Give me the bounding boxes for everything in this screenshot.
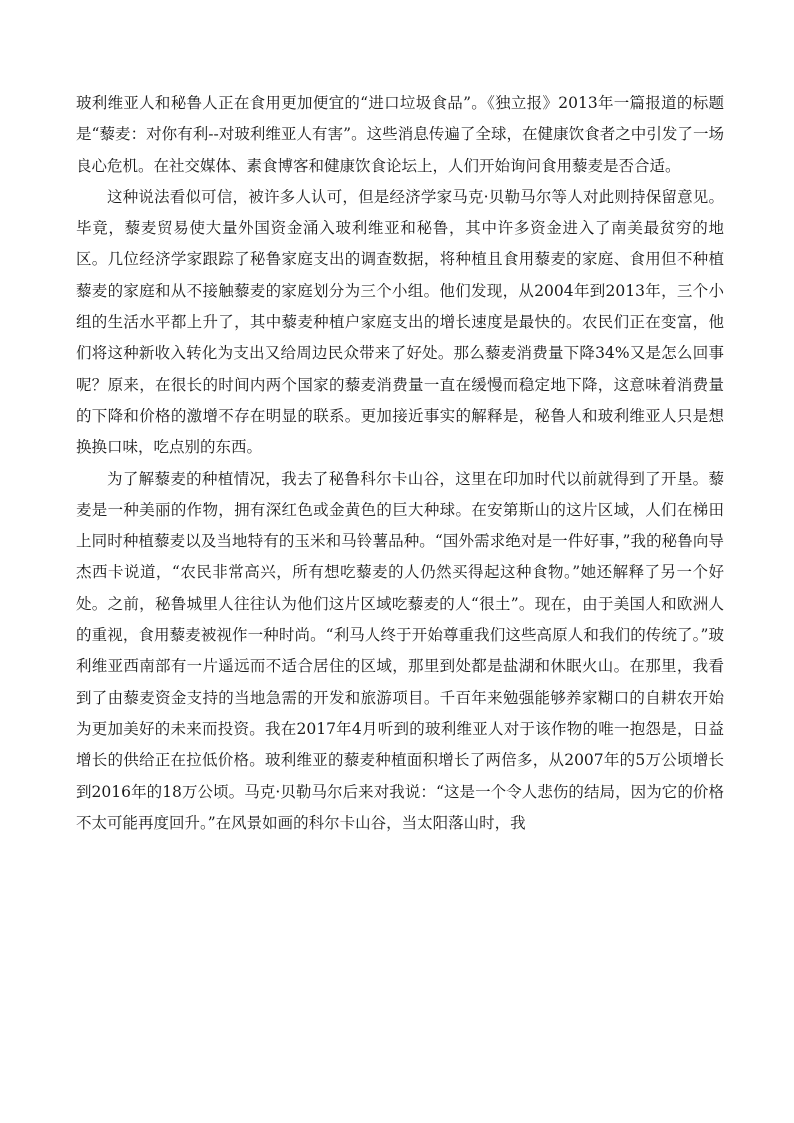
paragraph-1: 玻利维亚人和秘鲁人正在食用更加便宜的“进口垃圾食品”。《独立报》2013年一篇报道的标题是“藜麦：对你有利--对玻利维亚人有害”。这些消息传遍了全球，在健康饮食者之中引发了一场良心危机。在社交媒体、素食博客和健康饮食论坛上，人们开始询问食用藜麦是否合适。 [76, 94, 724, 175]
article-body [76, 88, 724, 839]
paragraph-3: 为了解藜麦的种植情况，我去了秘鲁科尔卡山谷，这里在印加时代以前就得到了开垦。藜麦是一种美丽的作物，拥有深红色或金黄色的巨大种球。在安第斯山的这片区域，人们在梯田上同时种植藜麦以及当地特有的玉米和马铃薯品种。“国外需求绝对是一件好事，”我的秘鲁向导杰西卡说道，“农民非常高兴，所有想吃藜麦的人仍然买得起这种食物。”她还解释了另一个好处。之前，秘鲁城里人往往认为他们这片区域吃藜麦的人“很土”。现在，由于美国人和欧洲人的重视，食用藜麦被视作一种时尚。“利马人终于开始尊重我们这些高原人和我们的传统了。”玻利维亚西南部有一片遥远而不适合居住的区域，那里到处都是盐湖和休眠火山。在那里，我看到了由藜麦资金支持的当地急需的开发和旅游项目。千百年来勉强能够养家糊口的自耕农开始为更加美好的未来而投资。我在2017年4月听到的玻利维亚人对于该作物的唯一抱怨是，日益增长的供给正在拉低价格。玻利维亚的藜麦种植面积增长了两倍多，从2007年的5万公顷增长到2016年的18万公顷。马克·贝勒马尔后来对我说：“这是一个令人悲伤的结局，因为它的价格不太可能再度回升。”在风景如画的科尔卡山谷，当太阳落山时，我 [76, 469, 724, 832]
paragraph-2: 这种说法看似可信，被许多人认可，但是经济学家马克·贝勒马尔等人对此则持保留意见。毕竟，藜麦贸易使大量外国资金涌入玻利维亚和秘鲁，其中许多资金进入了南美最贫穷的地区。几位经济学家跟踪了秘鲁家庭支出的调查数据，将种植且食用藜麦的家庭、食用但不种植藜麦的家庭和从不接触藜麦的家庭划分为三个小组。他们发现，从2004年到2013年，三个小组的生活水平都上升了，其中藜麦种植户家庭支出的增长速度是最快的。农民们正在变富，他们将这种新收入转化为支出又给周边民众带来了好处。那么藜麦消费量下降34%又是怎么回事呢？原来，在很长的时间内两个国家的藜麦消费量一直在缓慢而稳定地下降，这意味着消费量的下降和价格的激增不存在明显的联系。更加接近事实的解释是，秘鲁人和玻利维亚人只是想换换口味，吃点别的东西。 [76, 187, 724, 457]
